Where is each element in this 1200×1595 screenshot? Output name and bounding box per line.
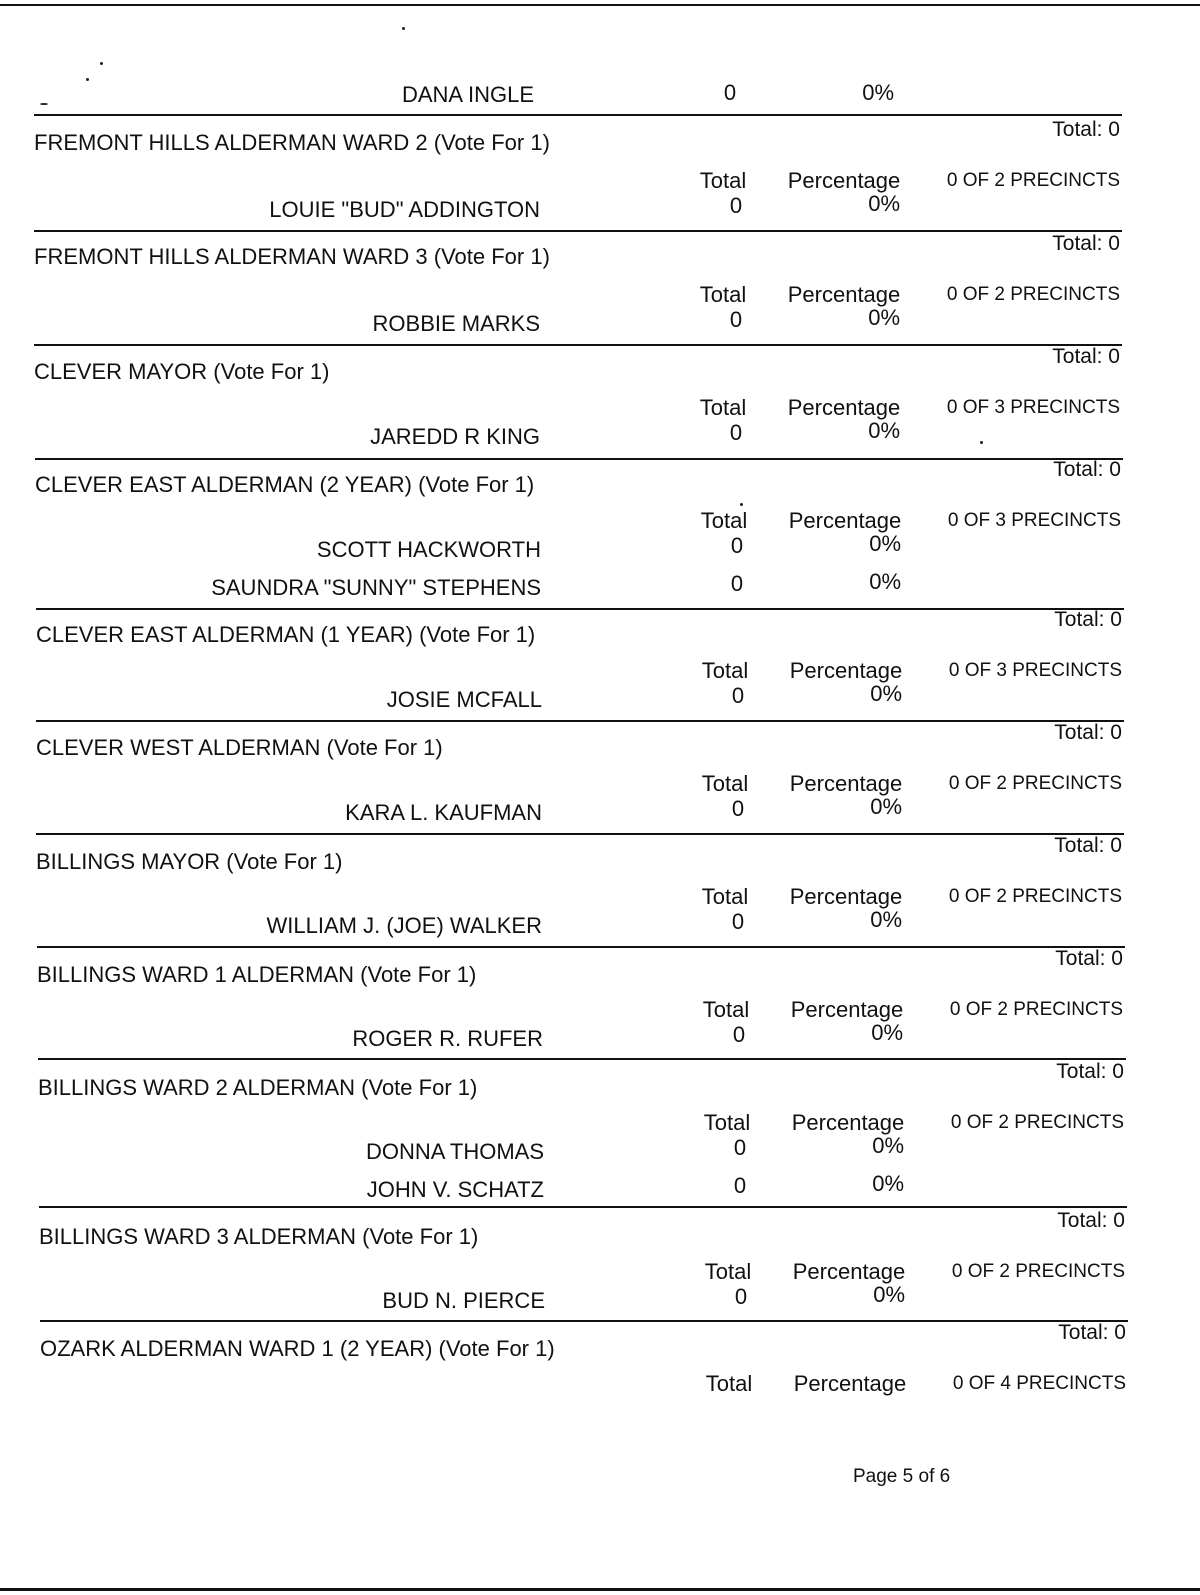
column-header-total: Total bbox=[699, 168, 747, 193]
precincts-reporting: 0 OF 3 PRECINCTS bbox=[947, 510, 1121, 531]
candidate-name: JOSIE MCFALL bbox=[386, 687, 542, 712]
column-header-percentage: Percentage bbox=[793, 1371, 907, 1396]
column-header-total: Total bbox=[700, 508, 748, 533]
race-total: Total: 0 bbox=[1055, 947, 1123, 970]
candidate-percentage: 0% bbox=[869, 569, 901, 594]
precincts-reporting: 0 OF 2 PRECINCTS bbox=[946, 284, 1120, 305]
candidate-votes: 0 bbox=[730, 533, 744, 558]
precincts-reporting: 0 OF 2 PRECINCTS bbox=[951, 1261, 1125, 1282]
candidate-votes: 0 bbox=[729, 193, 743, 218]
column-header-total: Total bbox=[702, 997, 750, 1022]
column-header-percentage: Percentage bbox=[790, 997, 904, 1022]
column-header-total: Total bbox=[704, 1259, 752, 1284]
race-total: Total: 0 bbox=[1054, 608, 1122, 631]
candidate-name: BUD N. PIERCE bbox=[382, 1288, 545, 1313]
candidate-percentage: 0% bbox=[871, 1020, 903, 1045]
race-total: Total: 0 bbox=[1057, 1209, 1125, 1232]
candidate-name: DONNA THOMAS bbox=[365, 1139, 544, 1164]
page-number: Page 5 of 6 bbox=[853, 1466, 951, 1487]
race-total: Total: 0 bbox=[1052, 345, 1120, 368]
precincts-reporting: 0 OF 2 PRECINCTS bbox=[949, 999, 1123, 1020]
column-header-percentage: Percentage bbox=[789, 658, 903, 683]
race-title: OZARK ALDERMAN WARD 1 (2 YEAR) (Vote For 1) bbox=[40, 1336, 555, 1361]
candidate-percentage: 0% bbox=[870, 681, 902, 706]
race-total: Total: 0 bbox=[1052, 232, 1120, 255]
candidate-percentage: 0% bbox=[872, 1171, 904, 1196]
candidate-votes: 0 bbox=[733, 1173, 747, 1198]
column-header-total: Total bbox=[701, 771, 749, 796]
page-bottom-rule bbox=[0, 1588, 1200, 1591]
scan-speck bbox=[40, 103, 48, 105]
column-header-percentage: Percentage bbox=[787, 168, 901, 193]
column-header-percentage: Percentage bbox=[787, 282, 901, 307]
candidate-percentage: 0% bbox=[873, 1282, 905, 1307]
scan-speck bbox=[740, 503, 743, 506]
race-separator bbox=[34, 114, 1122, 116]
candidate-percentage: 0% bbox=[868, 418, 900, 443]
race-title: BILLINGS WARD 3 ALDERMAN (Vote For 1) bbox=[39, 1224, 479, 1249]
column-header-total: Total bbox=[701, 658, 749, 683]
race-total: Total: 0 bbox=[1052, 118, 1120, 141]
candidate-percentage: 0% bbox=[862, 80, 894, 105]
race-title: FREMONT HILLS ALDERMAN WARD 3 (Vote For 1) bbox=[34, 244, 550, 269]
column-header-percentage: Percentage bbox=[789, 884, 903, 909]
candidate-name: SAUNDRA "SUNNY" STEPHENS bbox=[211, 575, 541, 600]
candidate-votes: 0 bbox=[731, 909, 745, 934]
race-separator bbox=[39, 1206, 1127, 1208]
candidate-votes: 0 bbox=[733, 1135, 747, 1160]
race-title: CLEVER EAST ALDERMAN (2 YEAR) (Vote For 1) bbox=[35, 472, 535, 497]
column-header-percentage: Percentage bbox=[788, 508, 902, 533]
candidate-votes: 0 bbox=[729, 307, 743, 332]
race-title: BILLINGS WARD 1 ALDERMAN (Vote For 1) bbox=[37, 962, 477, 987]
race-total: Total: 0 bbox=[1054, 834, 1122, 857]
candidate-name: LOUIE "BUD" ADDINGTON bbox=[269, 197, 540, 222]
precincts-reporting: 0 OF 4 PRECINCTS bbox=[952, 1373, 1126, 1394]
candidate-percentage: 0% bbox=[872, 1133, 904, 1158]
candidate-votes: 0 bbox=[734, 1284, 748, 1309]
candidate-percentage: 0% bbox=[868, 191, 900, 216]
column-header-total: Total bbox=[699, 282, 747, 307]
precincts-reporting: 0 OF 2 PRECINCTS bbox=[948, 773, 1122, 794]
candidate-votes: 0 bbox=[730, 571, 744, 596]
column-header-total: Total bbox=[705, 1371, 753, 1396]
candidate-name: KARA L. KAUFMAN bbox=[345, 800, 542, 825]
scan-speck bbox=[100, 62, 103, 65]
race-title: CLEVER MAYOR (Vote For 1) bbox=[34, 359, 330, 384]
column-header-percentage: Percentage bbox=[792, 1259, 906, 1284]
candidate-percentage: 0% bbox=[868, 305, 900, 330]
candidate-votes: 0 bbox=[731, 796, 745, 821]
precincts-reporting: 0 OF 2 PRECINCTS bbox=[946, 170, 1120, 191]
race-title: CLEVER WEST ALDERMAN (Vote For 1) bbox=[36, 735, 443, 760]
candidate-name: WILLIAM J. (JOE) WALKER bbox=[266, 913, 542, 938]
column-header-total: Total bbox=[699, 395, 747, 420]
candidate-name: JOHN V. SCHATZ bbox=[366, 1177, 544, 1202]
candidate-percentage: 0% bbox=[870, 794, 902, 819]
candidate-percentage: 0% bbox=[870, 907, 902, 932]
column-header-total: Total bbox=[701, 884, 749, 909]
candidate-name: ROBBIE MARKS bbox=[372, 311, 540, 336]
race-total: Total: 0 bbox=[1056, 1060, 1124, 1083]
candidate-name: JAREDD R KING bbox=[370, 424, 540, 449]
candidate-name: DANA INGLE bbox=[401, 82, 534, 107]
candidate-name: SCOTT HACKWORTH bbox=[316, 537, 541, 562]
race-title: CLEVER EAST ALDERMAN (1 YEAR) (Vote For 1) bbox=[36, 622, 536, 647]
race-total: Total: 0 bbox=[1054, 721, 1122, 744]
race-total: Total: 0 bbox=[1058, 1321, 1126, 1344]
precincts-reporting: 0 OF 2 PRECINCTS bbox=[950, 1112, 1124, 1133]
candidate-name: ROGER R. RUFER bbox=[352, 1026, 543, 1051]
column-header-percentage: Percentage bbox=[787, 395, 901, 420]
scan-speck bbox=[86, 78, 89, 81]
candidate-votes: 0 bbox=[729, 420, 743, 445]
candidate-votes: 0 bbox=[732, 1022, 746, 1047]
race-title: BILLINGS MAYOR (Vote For 1) bbox=[36, 849, 343, 874]
race-title: FREMONT HILLS ALDERMAN WARD 2 (Vote For 1) bbox=[34, 130, 550, 155]
precincts-reporting: 0 OF 2 PRECINCTS bbox=[948, 886, 1122, 907]
precincts-reporting: 0 OF 3 PRECINCTS bbox=[948, 660, 1122, 681]
scan-speck bbox=[402, 27, 405, 30]
candidate-votes: 0 bbox=[731, 683, 745, 708]
column-header-total: Total bbox=[703, 1110, 751, 1135]
candidate-votes: 0 bbox=[723, 80, 737, 105]
scan-speck bbox=[980, 441, 983, 444]
precincts-reporting: 0 OF 3 PRECINCTS bbox=[946, 397, 1120, 418]
race-title: BILLINGS WARD 2 ALDERMAN (Vote For 1) bbox=[38, 1075, 478, 1100]
race-total: Total: 0 bbox=[1053, 458, 1121, 481]
candidate-percentage: 0% bbox=[869, 531, 901, 556]
column-header-percentage: Percentage bbox=[789, 771, 903, 796]
column-header-percentage: Percentage bbox=[791, 1110, 905, 1135]
